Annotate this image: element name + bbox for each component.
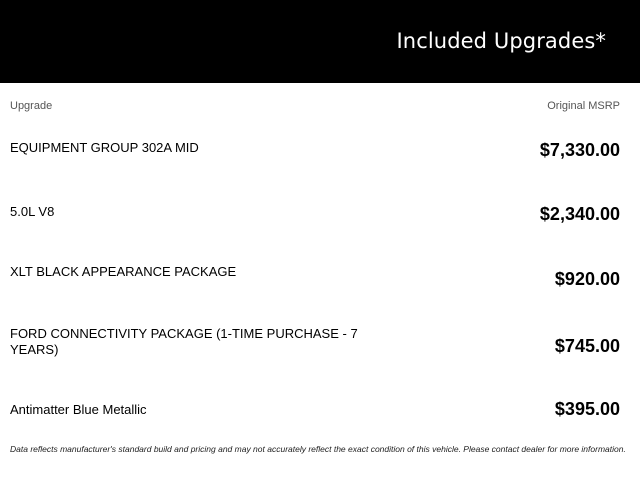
upgrade-row	[10, 399, 620, 432]
upgrade-price: $7,330.00	[539, 140, 620, 160]
upgrade-price: $2,340.00	[539, 204, 620, 224]
upgrade-name: FORD CONNECTIVITY PACKAGE (1-TIME PURCHASE - 7 YEARS)	[10, 326, 358, 357]
upgrade-price: $395.00	[554, 399, 620, 419]
upgrade-name: XLT BLACK APPEARANCE PACKAGE	[10, 264, 237, 279]
upgrade-row	[10, 264, 620, 304]
column-header-msrp: Original MSRP	[547, 100, 620, 112]
column-header-upgrade: Upgrade	[10, 100, 53, 112]
disclaimer-text: Data reflects manufacturer's standard build and pricing and may not accurately reflect the exact condition of this vehicle. Please contact dealer for more information.	[10, 444, 626, 454]
upgrade-name: EQUIPMENT GROUP 302A MID	[10, 140, 199, 155]
upgrade-row	[10, 204, 620, 244]
upgrade-name: Antimatter Blue Metallic	[10, 402, 147, 417]
upgrade-row	[10, 140, 620, 180]
header-bar	[0, 0, 640, 83]
upgrade-price: $920.00	[554, 269, 620, 289]
upgrade-name: 5.0L V8	[10, 204, 55, 219]
page-title: Included Upgrades*	[396, 29, 606, 53]
upgrade-row	[10, 326, 620, 366]
upgrade-price: $745.00	[554, 336, 620, 356]
